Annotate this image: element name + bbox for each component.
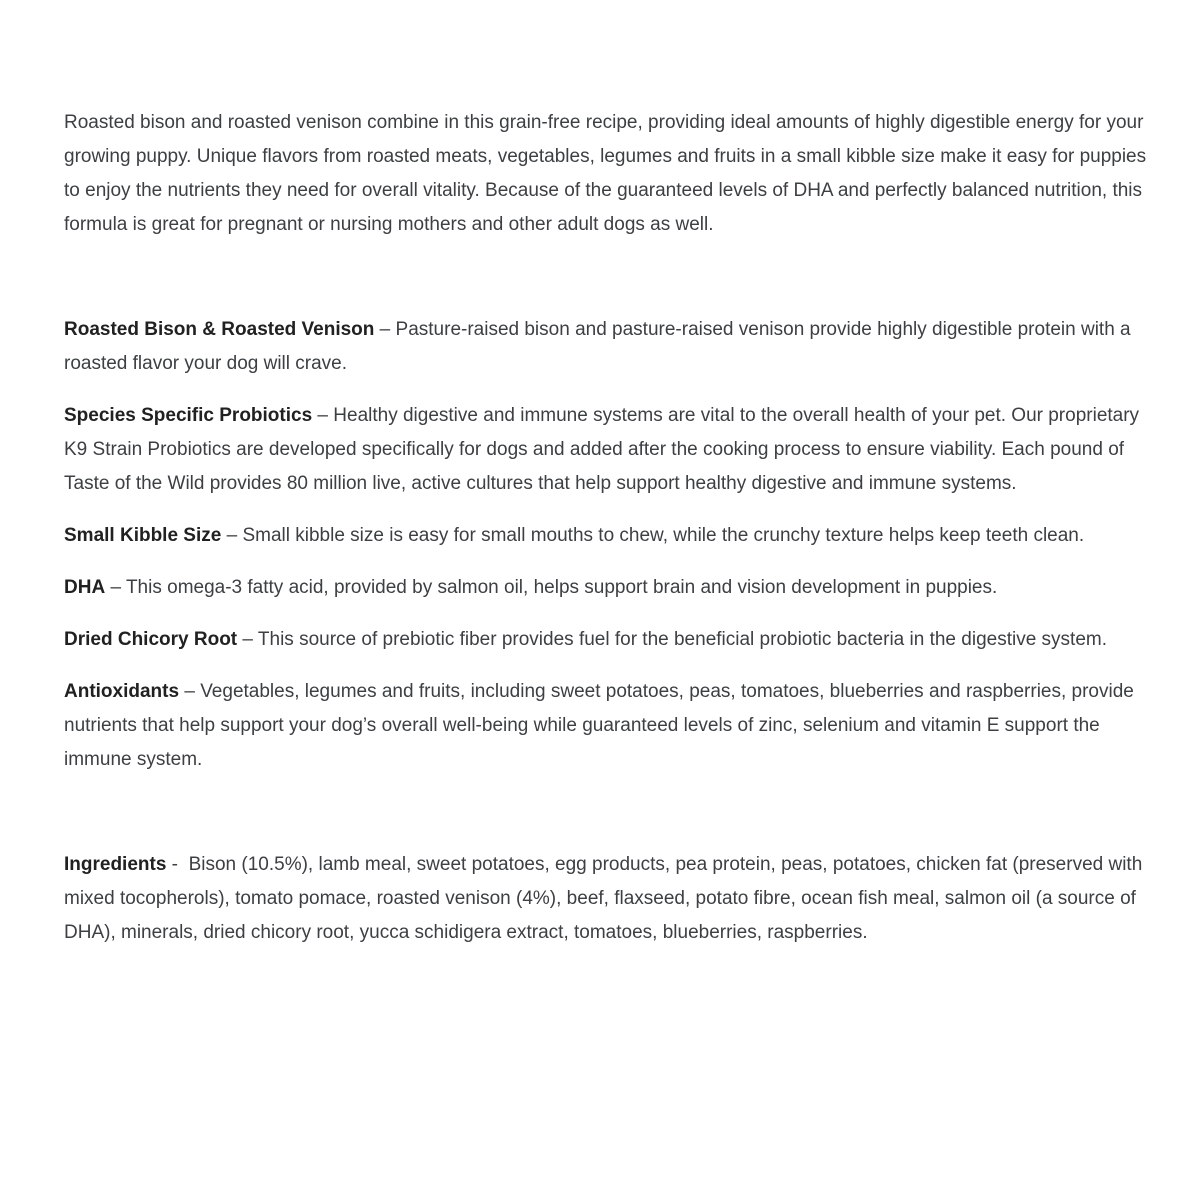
feature-species-specific-probiotics <box>64 399 1156 501</box>
feature-title: Roasted Bison & Roasted Venison <box>64 319 375 340</box>
feature-text: This source of prebiotic fiber provides fuel for the beneficial probiotic bacteria in the digestive system. <box>257 629 1107 650</box>
ingredients-separator: - <box>166 854 189 875</box>
feature-dha <box>64 571 1156 605</box>
feature-title: Species Specific Probiotics <box>64 405 313 426</box>
feature-separator: – <box>105 577 126 598</box>
intro-paragraph: Roasted bison and roasted venison combine in this grain-free recipe, providing ideal amounts of highly digestible energy for your growing puppy. Unique flavors from roasted meats, vegetables, legumes and fruits in a small kibble size make it easy for puppies to enjoy the nutrients they need for overall vitality. Because of the guaranteed levels of DHA and perfectly balanced nutrition, this formula is great for pregnant or nursing mothers and other adult dogs as well. <box>64 112 1147 235</box>
ingredients-paragraph <box>64 848 1156 950</box>
feature-title: Small Kibble Size <box>64 525 222 546</box>
feature-title: Dried Chicory Root <box>64 629 238 650</box>
feature-antioxidants <box>64 675 1156 777</box>
feature-text: Pasture-raised bison and pasture-raised venison provide highly digestible protein with a roasted flavor your dog will crave. <box>64 319 1131 374</box>
feature-title: DHA <box>64 577 106 598</box>
ingredients-text: Bison (10.5%), lamb meal, sweet potatoes, egg products, pea protein, peas, potatoes, chicken fat (preserved with mixed tocopherols), tomato pomace, roasted venison (4%), beef, flaxseed, potato fibre, ocean fish meal, salmon oil (a source of DHA), minerals, dried chicory root, yucca schidigera extract, tomatoes, blueberries, raspberries. <box>64 854 1143 943</box>
ingredients-label: Ingredients <box>64 854 167 875</box>
feature-small-kibble-size <box>64 519 1156 553</box>
feature-separator: – <box>374 319 396 340</box>
feature-separator: – <box>179 681 201 702</box>
feature-dried-chicory-root <box>64 623 1156 657</box>
feature-separator: – <box>237 629 258 650</box>
feature-separator: – <box>221 525 243 546</box>
feature-text: Healthy digestive and immune systems are vital to the overall health of your pet. Our proprietary K9 Strain Probiotics are developed specifically for dogs and added after the cooking process to ensure viability. Each pound of Taste of the Wild provides 80 million live, active cultures that help support healthy digestive and immune systems. <box>64 405 1140 494</box>
feature-text: This omega-3 fatty acid, provided by salmon oil, helps support brain and vision development in puppies. <box>125 577 998 598</box>
feature-title: Antioxidants <box>64 681 180 702</box>
feature-roasted-bison-venison <box>64 313 1156 381</box>
feature-text: Vegetables, legumes and fruits, including sweet potatoes, peas, tomatoes, blueberries and raspberries, provide nutrients that help support your dog’s overall well-being while guaranteed levels of zinc, selenium and vitamin E support the immune system. <box>64 681 1134 770</box>
feature-separator: – <box>312 405 334 426</box>
feature-text: Small kibble size is easy for small mouths to chew, while the crunchy texture helps keep teeth clean. <box>242 525 1085 546</box>
